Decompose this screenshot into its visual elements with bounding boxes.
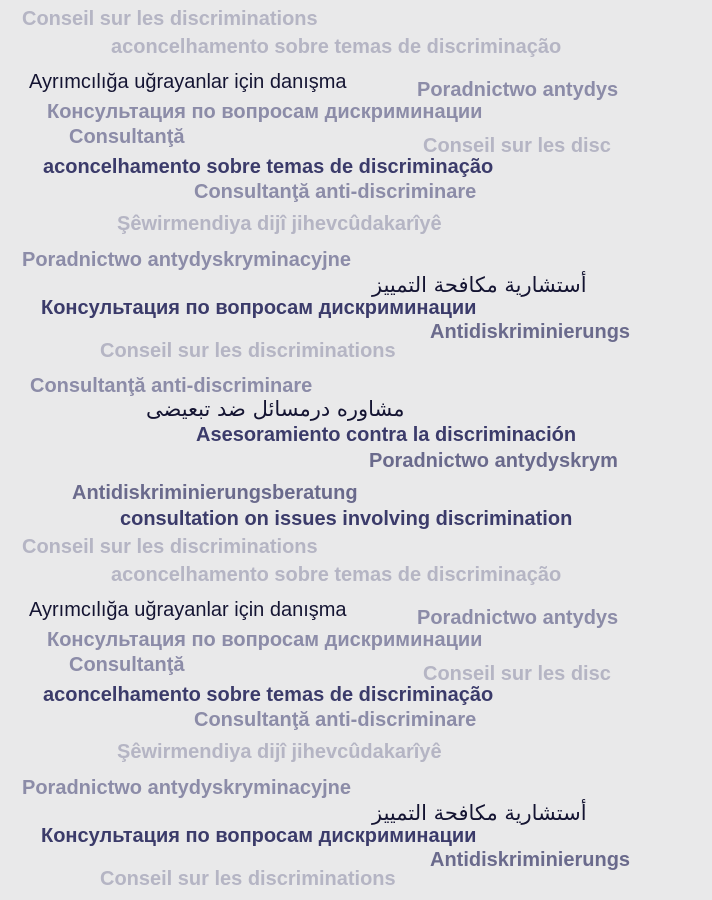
- phrase-arabic: أستشارية مكافحة التمييز: [372, 801, 587, 825]
- phrase-romanian: Consultanţă anti-discriminare: [30, 375, 313, 397]
- phrase-romanian: Consultanţă: [69, 654, 185, 676]
- phrase-romanian: Consultanţă anti-discriminare: [194, 181, 477, 203]
- phrase-french: Conseil sur les disc: [423, 135, 611, 157]
- phrase-polish: Poradnictwo antydys: [417, 79, 619, 101]
- phrase-polish: Poradnictwo antydyskrym: [369, 450, 618, 472]
- phrase-polish: Poradnictwo antydyskryminacyjne: [22, 777, 352, 799]
- phrase-polish: Poradnictwo antydyskryminacyjne: [22, 249, 352, 271]
- phrase-french: Conseil sur les discriminations: [100, 868, 396, 890]
- phrase-german: Antidiskriminierungs: [430, 849, 631, 871]
- phrase-french: Conseil sur les discriminations: [22, 536, 318, 558]
- phrase-romanian: Consultanţă: [69, 126, 185, 148]
- phrase-russian: Консультация по вопросам дискриминации: [47, 101, 483, 123]
- phrase-russian: Консультация по вопросам дискриминации: [47, 629, 483, 651]
- phrase-portuguese: aconcelhamento sobre temas de discriminação: [43, 684, 494, 706]
- phrase-german: Antidiskriminierungs: [430, 321, 631, 343]
- phrase-french: Conseil sur les discriminations: [100, 340, 396, 362]
- phrase-french: Conseil sur les disc: [423, 663, 611, 685]
- phrase-kurdish: Şêwirmendiya dijî jihevcûdakarîyê: [117, 213, 442, 235]
- phrase-portuguese: aconcelhamento sobre temas de discriminação: [111, 36, 562, 58]
- phrase-french: Conseil sur les discriminations: [22, 8, 318, 30]
- phrase-polish: Poradnictwo antydys: [417, 607, 619, 629]
- phrase-persian: مشاوره درمسائل ضد تبعیضی: [146, 397, 405, 421]
- phrase-turkish: Ayrımcılığa uğrayanlar için danışma: [29, 71, 347, 93]
- phrase-german: Antidiskriminierungsberatung: [72, 482, 358, 504]
- phrase-russian: Консультация по вопросам дискриминации: [41, 297, 477, 319]
- phrase-arabic: أستشارية مكافحة التمييز: [372, 273, 587, 297]
- phrase-english: consultation on issues involving discrimination: [120, 508, 573, 530]
- phrase-romanian: Consultanţă anti-discriminare: [194, 709, 477, 731]
- phrase-kurdish: Şêwirmendiya dijî jihevcûdakarîyê: [117, 741, 442, 763]
- phrase-portuguese: aconcelhamento sobre temas de discriminação: [111, 564, 562, 586]
- phrase-spanish: Asesoramiento contra la discriminación: [196, 424, 577, 446]
- phrase-portuguese: aconcelhamento sobre temas de discriminação: [43, 156, 494, 178]
- phrase-russian: Консультация по вопросам дискриминации: [41, 825, 477, 847]
- phrase-turkish: Ayrımcılığa uğrayanlar için danışma: [29, 599, 347, 621]
